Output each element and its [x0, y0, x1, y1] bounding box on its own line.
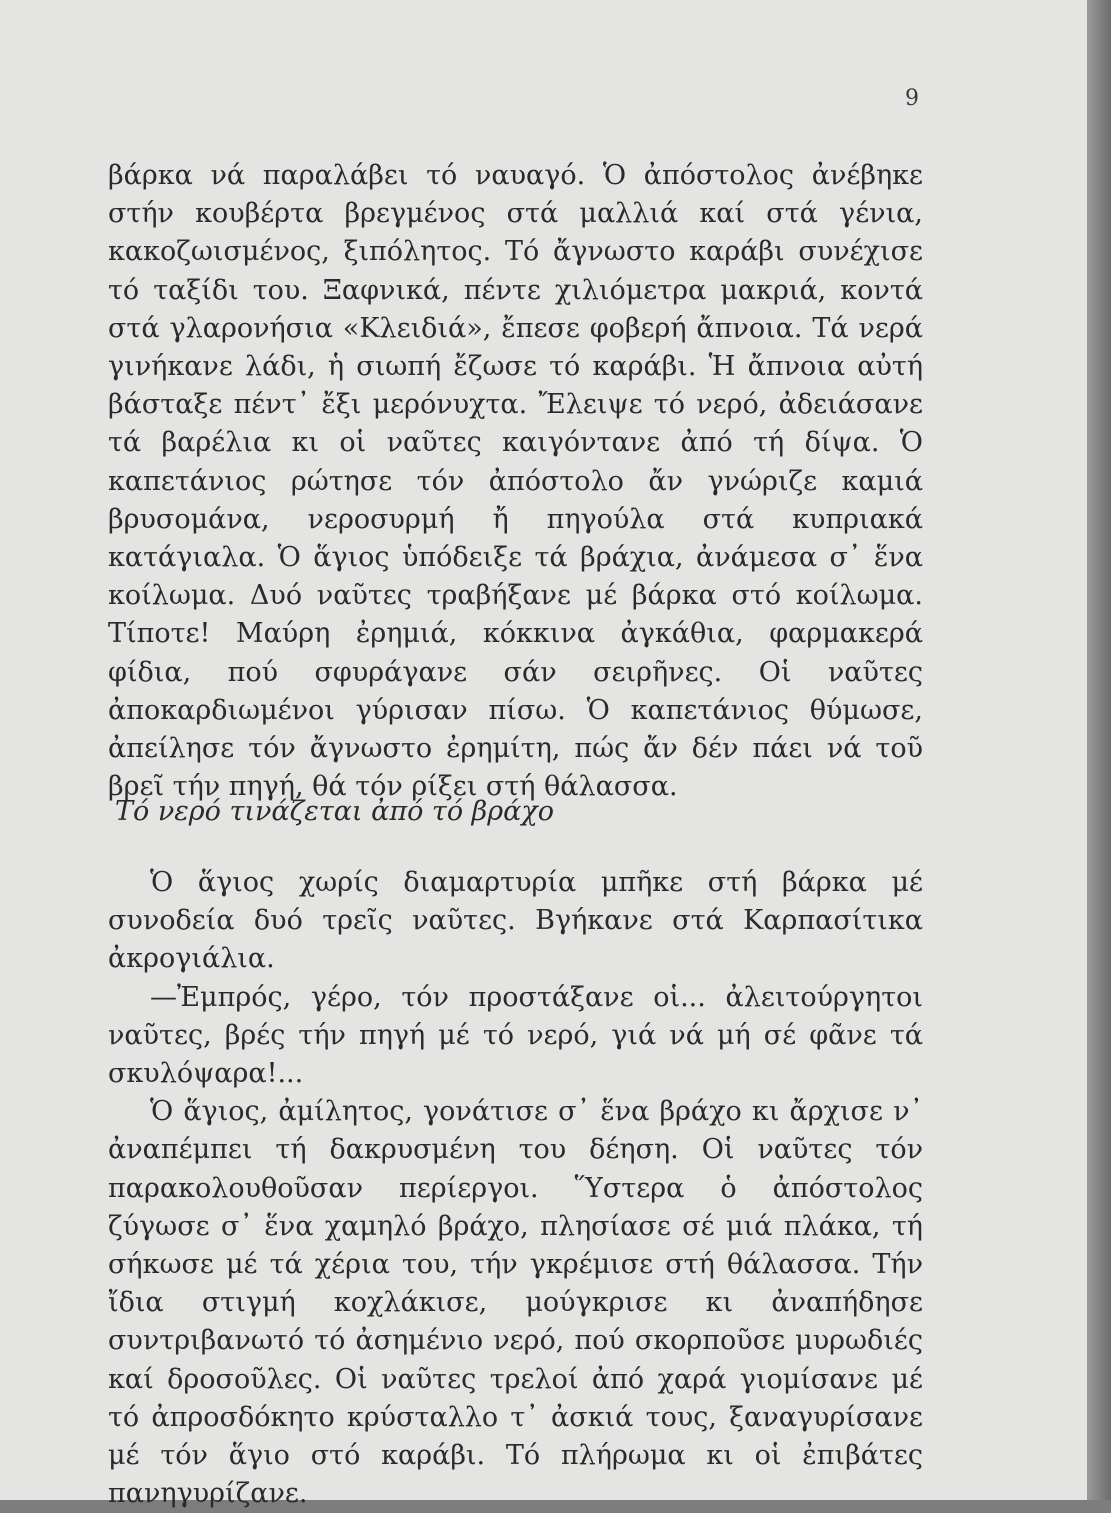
- section-paragraph: Ὁ ἅγιος χωρίς διαμαρτυρία μπῆκε στή βάρκα μέ συνοδεία δυό τρεῖς ναῦτες. Βγήκανε στά Καρπασίτικα ἀκρογιάλια.: [108, 867, 923, 975]
- intro-paragraph: βάρκα νά παραλάβει τό ναυαγό. Ὁ ἀπόστολος ἀνέβηκε στήν κουβέρτα βρεγμένος στά μαλλιά καί στά γένια, κακοζωισμένος, ξιπόλητος. Τό ἄγνωστο καράβι συνέχισε τό ταξίδι του. Ξαφνικά, πέντε χιλιόμετρα μακριά, κοντά στά γλαρονήσια «Κλειδιά», ἔπεσε φοβερή ἄπνοια. Τά νερά γινήκανε λάδι, ἡ σιωπή ἔζωσε τό καράβι. Ἡ ἄπνοια αὐτή βάσταξε πέντ᾿ ἔξι μερόνυχτα. Ἔλειψε τό νερό, ἀδειάσανε τά βαρέλια κι οἱ ναῦτες καιγόντανε ἀπό τή δίψα. Ὁ καπετάνιος ρώτησε τόν ἀπόστολο ἄν γνώριζε καμιά βρυσομάνα, νεροσυρμή ἤ πηγούλα στά κυπριακά κατάγιαλα. Ὁ ἅγιος ὑπόδειξε τά βράχια, ἀνάμεσα σ᾿ ἕνα κοίλωμα. Δυό ναῦτες τραβήξανε μέ βάρκα στό κοίλωμα. Τίποτε! Μαύρη ἐρημιά, κόκκινα ἀγκάθια, φαρμακερά φίδια, πού σφυράγανε σάν σειρῆνες. Οἱ ναῦτες ἀποκαρδιωμένοι γύρισαν πίσω. Ὁ καπετάνιος θύμωσε, ἀπείλησε τόν ἄγνωστο ἐρημίτη, πώς ἄν δέν πάει νά τοῦ βρεῖ τήν πηγή, θά τόν ρίξει στή θάλασσα.: [108, 160, 923, 803]
- section-paragraph: —Ἐμπρός, γέρο, τόν προστάξανε οἱ... ἀλειτούργητοι ναῦτες, βρές τήν πηγή μέ τό νερό, γιά νά μή σέ φᾶνε τά σκυλόψαρα!...: [108, 981, 923, 1090]
- section-body: [108, 864, 923, 1513]
- section-paragraph: Ὁ ἅγιος, ἀμίλητος, γονάτισε σ᾿ ἕνα βράχο κι ἄρχισε ν᾿ ἀναπέμπει τή δακρυσμένη του δέηση. Οἱ ναῦτες τόν παρακολουθοῦσαν περίεργοι. Ὕστερα ὁ ἀπόστολος ζύγωσε σ᾿ ἕνα χαμηλό βράχο, πλησίασε σέ μιά πλάκα, τή σήκωσε μέ τά χέρια του, τήν γκρέμισε στή θάλασσα. Τήν ἴδια στιγμή κοχλάκισε, μούγκρισε κι ἀναπήδησε συντριβανωτό τό ἀσημένιο νερό, πού σκορποῦσε μυρωδιές καί δροσοῦλες. Οἱ ναῦτες τρελοί ἀπό χαρά γιομίσανε μέ τό ἀπροσδόκητο κρύσταλλο τ᾿ ἀσκιά τους, ξαναγυρίσανε μέ τόν ἅγιο στό καράβι. Τό πλήρωμα κι οἱ ἐπιβάτες πανηγυρίζανε.: [108, 1096, 923, 1510]
- section-title: Τό νερό τινάζεται ἀπό τό βράχο: [115, 796, 555, 827]
- page-number: 9: [905, 86, 919, 111]
- page-edge: [1087, 0, 1111, 1500]
- intro-text: [108, 157, 923, 806]
